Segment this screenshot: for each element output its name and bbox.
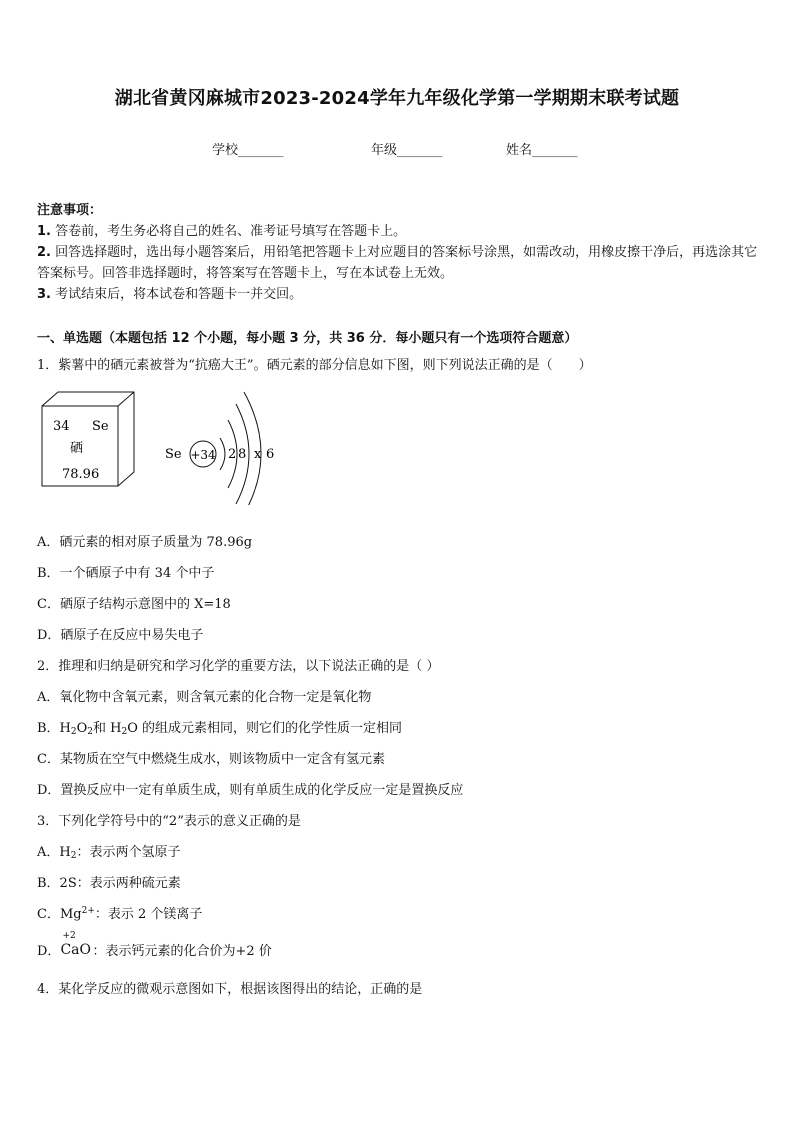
q1-option-d: D．硒原子在反应中易失电子 [37,628,204,643]
atomic-number: 34 [53,419,70,434]
question-1-stem: 1．紫薯中的硒元素被誉为“抗癌大王”。硒元素的部分信息如下图，则下列说法正确的是（ ） [37,358,592,373]
school-field[interactable]: 学校_______ [212,143,284,158]
name-field[interactable]: 姓名_______ [506,143,578,158]
nucleus-charge: +34 [190,448,216,462]
selenium-figure [40,390,280,509]
question-3-stem: 3．下列化学符号中的“2”表示的意义正确的是 [37,814,301,829]
q2-option-a: A．氧化物中含氧元素，则含氧元素的化合物一定是氧化物 [37,690,372,705]
element-symbol: Se [92,419,109,434]
notes-section [37,200,759,305]
q1-option-a: A．硒元素的相对原子质量为 78.96g [37,535,253,550]
note-item: 2. 回答选择题时，选出每小题答案后，用铅笔把答题卡上对应题目的答案标号涂黑，如需改动，用橡皮擦干净后，再选涂其它答案标号。回答非选择题时，将答案写在答题卡上，写在本试卷上无效。 [37,245,758,281]
element-name: 硒 [70,441,84,456]
atomic-mass: 78.96 [62,467,100,482]
q1-option-c: C．硒原子结构示意图中的 X=18 [37,597,231,612]
shell-2-count: 8 [238,447,247,462]
page-title: 湖北省黄冈麻城市2023-2024学年九年级化学第一学期期末联考试题 [114,88,680,109]
grade-field[interactable]: 年级_______ [371,143,443,158]
shell-1-count: 2 [228,447,237,462]
atom-label: Se [165,447,182,462]
q1-option-b: B．一个硒原子中有 34 个中子 [37,566,215,581]
question-2-stem: 2．推理和归纳是研究和学习化学的重要方法，以下说法正确的是（ ） [37,659,440,674]
section-title: 一、单选题（本题包括 12 个小题，每小题 3 分，共 36 分．每小题只有一个选项符合题意） [37,331,578,346]
notes-heading: 注意事项： [37,203,103,218]
q2-option-d: D．置换反应中一定有单质生成，则有单质生成的化学反应一定是置换反应 [37,783,464,798]
shell-4-count: 6 [266,447,275,462]
note-item: 1. 答卷前，考生务必将自己的姓名、准考证号填写在答题卡上。 [37,224,407,239]
question-4-stem: 4．某化学反应的微观示意图如下，根据该图得出的结论，正确的是 [37,982,423,997]
q2-option-c: C．某物质在空气中燃烧生成水，则该物质中一定含有氢元素 [37,752,385,767]
q3-option-a: A．$H_2$：表示两个氢原子 [37,845,181,861]
selenium-diagram [40,390,280,505]
q3-option-d: D． +2 CaO ：表示钙元素的化合价为+2 价 [37,931,272,959]
q2-option-b: B．$H_2O_2$和 $H_2O$ 的组成元素相同，则它们的化学性质一定相同 [37,721,403,737]
shell-3-count: x [254,447,262,462]
valence-formula: +2 CaO [60,931,91,958]
q3-option-c: C．$Mg^{2+}$：表示 2 个镁离子 [37,906,203,922]
note-item: 3. 考试结束后，将本试卷和答题卡一并交回。 [37,287,303,302]
q3-option-b: B．2S：表示两种硫元素 [37,876,181,891]
